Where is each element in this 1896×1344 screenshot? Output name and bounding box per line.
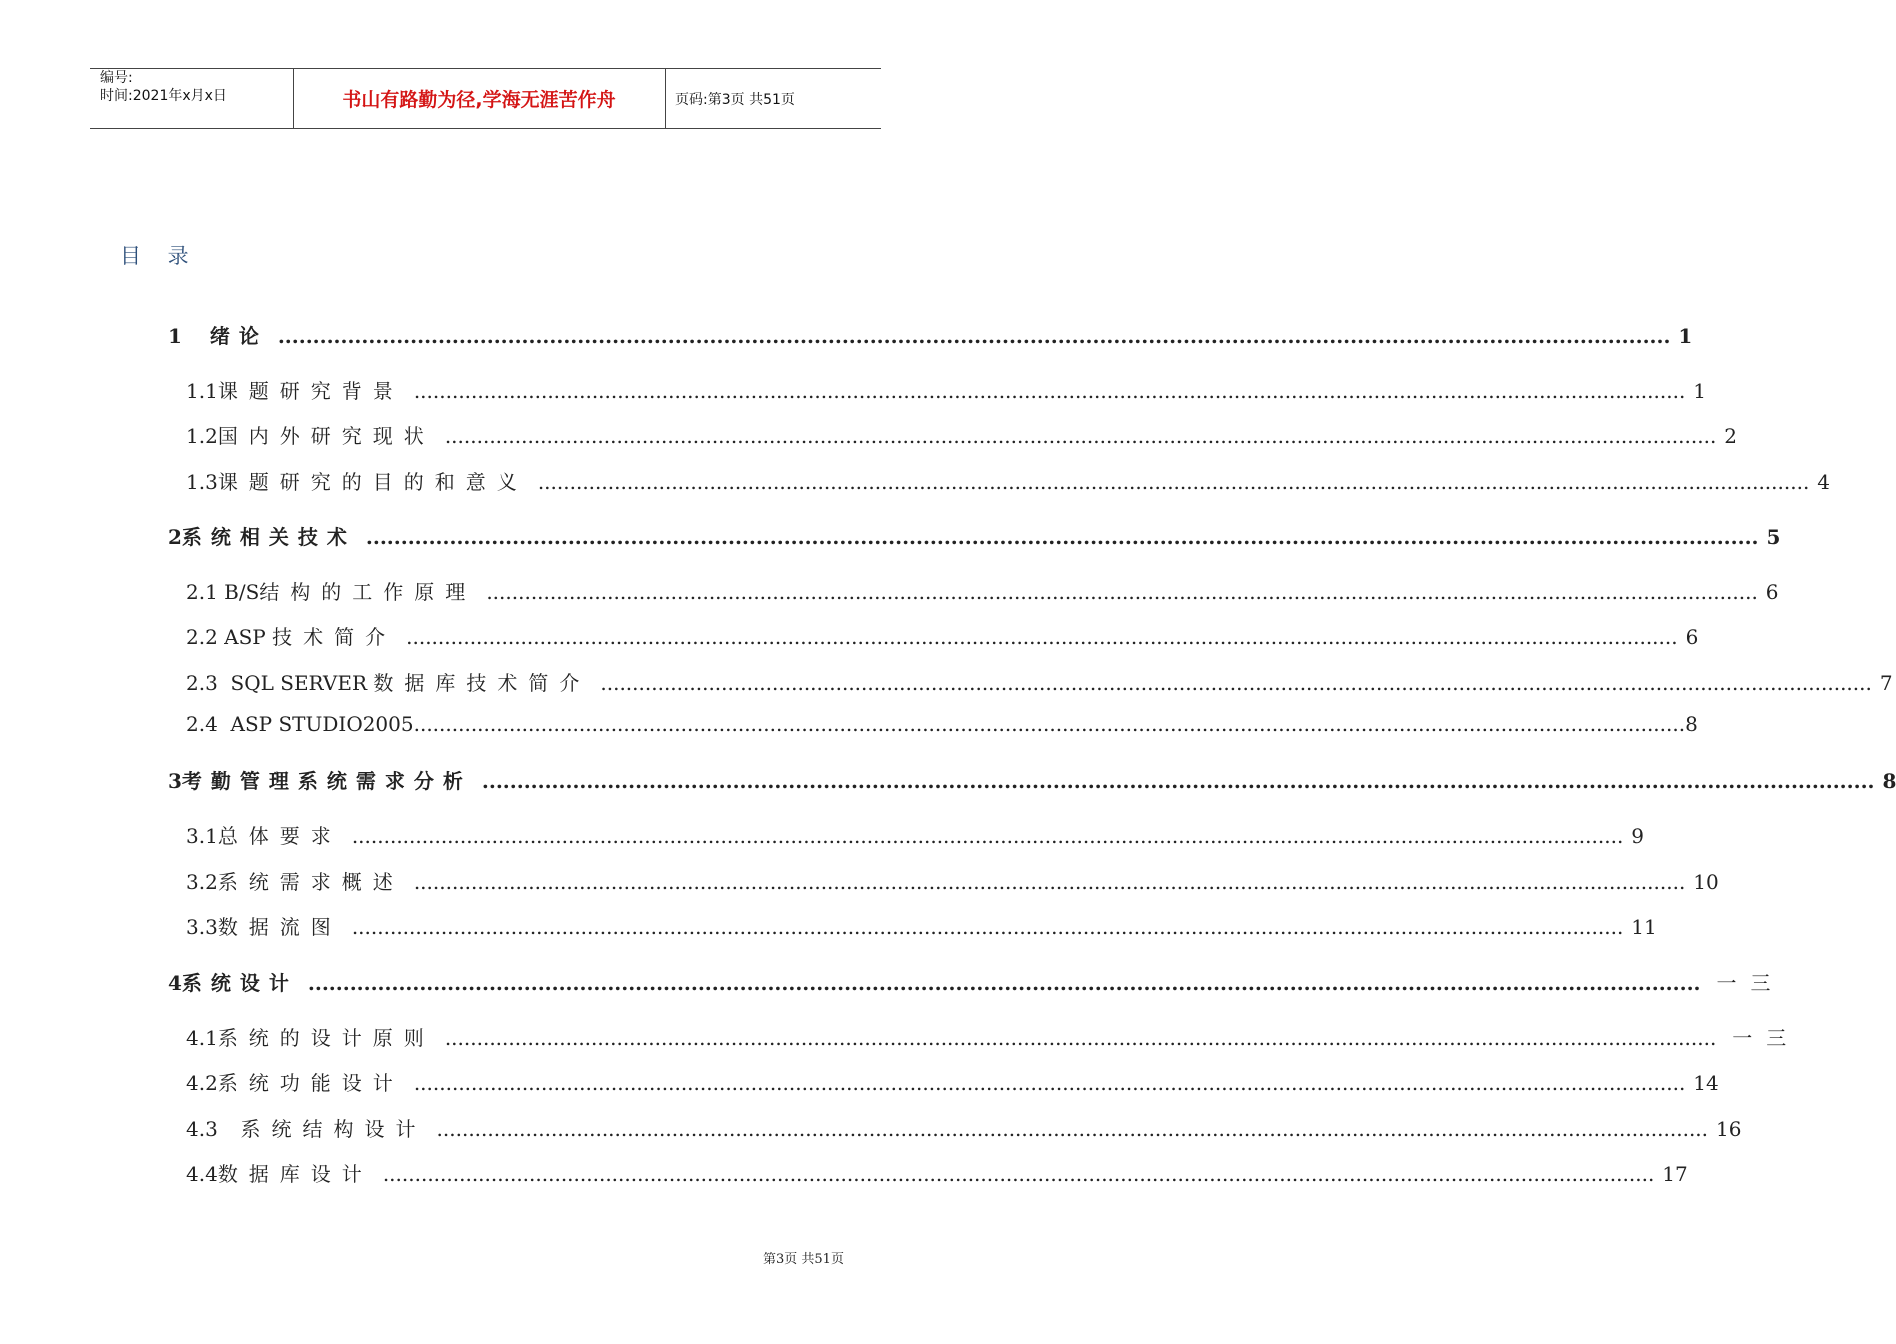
toc-entry-label: 课题研究背景 [217,379,404,403]
toc-leader-dots: ........................................................................................................................................................................................................ [413,1071,1686,1095]
toc-entry-2-3[interactable] [186,667,1893,697]
toc-entry-3-3[interactable] [186,911,1657,941]
toc-entry-page: 1 [1678,324,1693,348]
toc-entry-page: 一三 [1732,1026,1801,1050]
toc-leader-dots: ........................................................................................................................................................................................................ [413,870,1686,894]
toc-entry-page: 1 [1693,379,1707,403]
toc-leader-dots: ........................................................................................................................................................................................................ [444,424,1717,448]
toc-entry-label: 数据库设计 [217,1162,373,1186]
page-footer: 第3页 共51页 [763,1252,844,1267]
toc-entry-1-3[interactable] [186,466,1831,496]
toc-entry-3-1[interactable] [186,820,1645,850]
toc-entry-page: 5 [1766,525,1781,549]
toc-entry-3[interactable] [168,765,1896,795]
toc-leader-dots: ........................................................................................................................................................................................................ [413,379,1686,403]
toc-leader-dots: ........................................................................................................................................................................................................ [444,1026,1717,1050]
toc-entry-2-1[interactable] [186,576,1779,606]
toc-leader-dots: ........................................................................................................................................................................................................ [486,580,1758,604]
toc-entry-number: 4.1 [186,1026,218,1050]
toc-entry-4-2[interactable] [186,1067,1719,1097]
toc-entry-label: 系统的设计原则 [217,1026,435,1050]
toc-entry-label: 课题研究的目的和意义 [217,470,528,494]
toc-entry-number: 4.3 [186,1117,231,1141]
toc-entry-number: 3.3 [186,915,218,939]
toc-entry-page: 16 [1716,1117,1742,1141]
toc-entry-label: 技术简介 [272,625,397,649]
toc-entry-label: 国内外研究现状 [217,424,435,448]
toc-leader-dots: ........................................................................................................................................................................................................ [600,671,1872,695]
toc-entry-page: 14 [1693,1071,1719,1095]
toc-entry-page: 10 [1693,870,1719,894]
toc-entry-page: 9 [1631,824,1645,848]
toc-entry-page: 7 [1879,671,1893,695]
code-label: 编号: [100,70,133,86]
toc-entry-number: 2.1 B/S [186,580,260,604]
toc-entry-number: 4 [168,971,182,995]
toc-entry-1-2[interactable] [186,420,1738,450]
toc-leader-dots: ........................................................................................................................................................................................................ [436,1117,1709,1141]
header-motto: 书山有路勤为径,学海无涯苦作舟 [342,89,616,111]
toc-entry-page: 11 [1631,915,1657,939]
toc-entry-label: 绪论 [209,324,268,348]
toc-entry-number: 3 [168,769,182,793]
toc-leader-dots: ........................................................................................................................................................................................................ [277,324,1671,348]
toc-entry-label: 考勤管理系统需求分析 [181,769,472,793]
toc-entry-number: 3.1 [186,824,218,848]
toc-entry-number: 1 [168,324,196,348]
toc-entry-4-3[interactable] [186,1113,1742,1143]
toc-entry-label: 数据库技术简介 [373,671,591,695]
toc-entry-number: 4.2 [186,1071,218,1095]
toc-entry-number: 2 [168,525,182,549]
toc-leader-dots: ........................................................................................................................................................................................................ [537,470,1810,494]
toc-entry-number: 2.3 SQL SERVER [186,671,374,695]
toc-entry-4-4[interactable] [186,1158,1688,1188]
toc-entry-number: 3.2 [186,870,218,894]
toc-entry-number: 1.2 [186,424,218,448]
toc-leader-dots: ........................................................................................................................................................................................................ [307,971,1701,995]
header-page-info: 页码:第3页 共51页 [675,91,795,108]
toc-entry-4[interactable] [168,967,1785,997]
toc-leader-dots: ........................................................................................................................................................................................................ [481,769,1875,793]
toc-entry-page: 一三 [1716,971,1785,995]
toc-entry-3-2[interactable] [186,866,1719,896]
toc-entry-label: 结构的工作原理 [259,580,477,604]
toc-entry-2[interactable] [168,521,1781,551]
toc-leader-dots: ........................................................................................................................................................................................................ [413,712,1686,736]
toc-entry-page: 6 [1765,580,1779,604]
toc-entry-page: 6 [1685,625,1699,649]
toc-entry-number: 2.2 ASP [186,625,273,649]
toc-title: 目 录 [120,244,199,268]
toc-leader-dots: ........................................................................................................................................................................................................ [365,525,1759,549]
toc-entry-page: 8 [1685,712,1698,736]
toc-leader-dots: ........................................................................................................................................................................................................ [351,915,1624,939]
toc-leader-dots: ........................................................................................................................................................................................................ [382,1162,1655,1186]
toc-entry-page: 17 [1662,1162,1688,1186]
time-label: 时间:2021年x月x日 [100,88,227,104]
toc-entry-number: 1.3 [186,470,218,494]
toc-entry-1-1[interactable] [186,375,1707,405]
toc-entry-page: 2 [1724,424,1738,448]
toc-leader-dots: ........................................................................................................................................................................................................ [351,824,1624,848]
toc-entry-page: 8 [1882,769,1896,793]
toc-entry-1[interactable] [168,320,1693,350]
toc-leader-dots: ........................................................................................................................................................................................................ [406,625,1678,649]
toc-entry-4-1[interactable] [186,1022,1801,1052]
toc-entry-label: 系统结构设计 [240,1117,427,1141]
toc-entry-label: 系统设计 [181,971,298,995]
toc-entry-2-4[interactable] [186,712,1698,742]
toc-entry-number: 2.4 ASP STUDIO2005 [186,712,414,736]
toc-entry-label: 系统需求概述 [217,870,404,894]
toc-entry-number: 4.4 [186,1162,218,1186]
toc-entry-label: 总体要求 [217,824,342,848]
toc-entry-2-2[interactable] [186,621,1699,651]
toc-entry-label: 数据流图 [217,915,342,939]
toc-entry-label: 系统相关技术 [181,525,356,549]
toc-entry-label: 系统功能设计 [217,1071,404,1095]
toc-entry-page: 4 [1817,470,1831,494]
toc-entry-number: 1.1 [186,379,218,403]
